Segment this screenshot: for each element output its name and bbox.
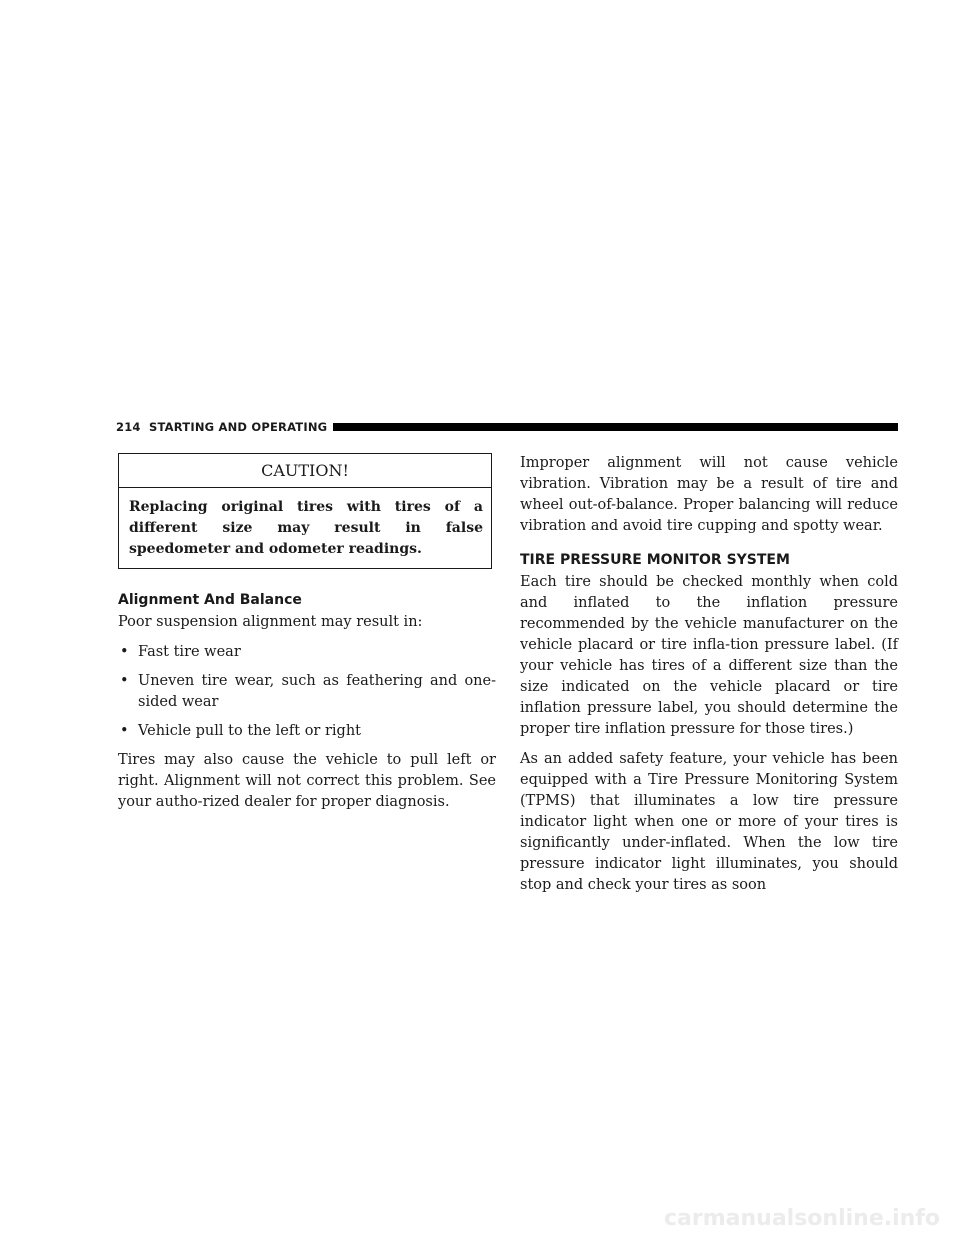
alignment-intro: Poor suspension alignment may result in: — [118, 614, 423, 630]
bullet-icon: • — [120, 644, 129, 660]
tpms-paragraph-2: As an added safety feature, your vehicle has been equipped with a Tire Pressure Monitoring System (TPMS) that illuminates a low tire pressure indicator light when one or more of your tires is significantly under-inflated. When the low tire pressure indicator light illuminates, you should stop and check your tires as soon — [520, 751, 898, 893]
alignment-bullet-list — [118, 642, 496, 742]
caution-title: CAUTION! — [119, 454, 491, 488]
alignment-heading: Alignment And Balance — [118, 592, 302, 608]
tpms-heading: TIRE PRESSURE MONITOR SYSTEM — [520, 552, 790, 568]
alignment-paragraph: Tires may also cause the vehicle to pull left or right. Alignment will not correct this problem. See your autho-rized dealer for proper diagnosis. — [118, 752, 496, 810]
list-item — [118, 721, 496, 742]
bullet-icon: • — [120, 673, 129, 689]
bullet-icon: • — [120, 723, 129, 739]
tpms-paragraph-1: Each tire should be checked monthly when cold and inflated to the inflation pressure recommended by the vehicle manufacturer on the vehicle placard or tire infla-tion pressure label. (If your vehicle has tires of a different size than the size indicated on the vehicle placard or tire inflation pressure label, you should determine the proper tire inflation pressure for those tires.) — [520, 574, 898, 737]
section-title: STARTING AND OPERATING — [149, 420, 328, 434]
page-header-text — [116, 420, 327, 434]
balance-paragraph: Improper alignment will not cause vehicle vibration. Vibration may be a result of tire and wheel out-of-balance. Proper balancing will reduce vibration and avoid tire cupping and spotty wear. — [520, 455, 898, 534]
header-rule — [333, 423, 898, 431]
list-item-text: Fast tire wear — [138, 644, 241, 660]
watermark: carmanualsonline.info — [664, 1206, 940, 1231]
list-item-text: Vehicle pull to the left or right — [138, 723, 361, 739]
list-item — [118, 671, 496, 713]
list-item-text: Uneven tire wear, such as feathering and one-sided wear — [138, 673, 496, 710]
page-header — [116, 420, 898, 434]
left-column — [118, 453, 496, 822]
page-number: 214 — [116, 420, 141, 434]
caution-body: Replacing original tires with tires of a different size may result in false speedometer and odometer readings. — [129, 499, 483, 557]
list-item — [118, 642, 496, 663]
right-column — [520, 453, 898, 905]
caution-box — [118, 453, 492, 569]
